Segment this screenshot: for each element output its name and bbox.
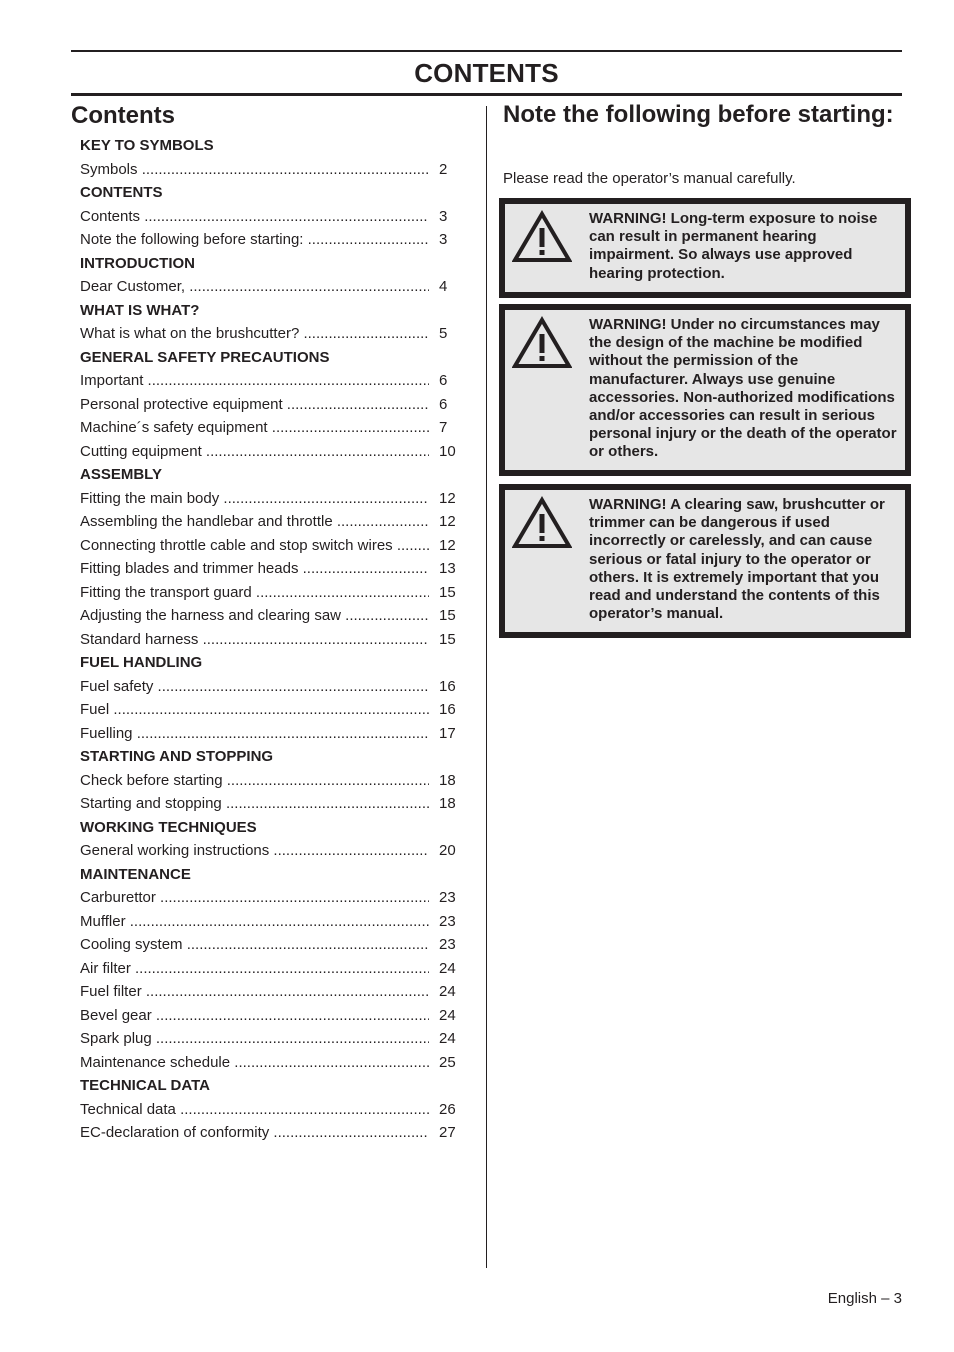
contents-column	[71, 100, 471, 1141]
warning-triangle-icon	[512, 316, 572, 370]
page-footer: English – 3	[827, 1290, 902, 1307]
toc-page-number: 12	[439, 513, 456, 530]
toc-page-number: 12	[439, 536, 456, 554]
toc-heading: ASSEMBLY	[80, 466, 162, 483]
warning-text: WARNING! Under no circumstances may the design of the machine be modified without the permission of the manufacturer. Always use genuine accessories. Non-authorized modifications and/or accessories can result in serious personal injury or the death of the operator or others.	[589, 316, 897, 461]
toc-entry	[80, 369, 459, 393]
toc-entry-title	[80, 722, 429, 746]
toc-entry-label: Machine´s safety equipment	[80, 419, 268, 436]
toc-entry	[80, 698, 459, 722]
toc-entry	[80, 933, 459, 957]
toc-entry-title	[80, 839, 429, 863]
toc-page-number: 23	[439, 912, 456, 930]
toc-heading: INTRODUCTION	[80, 254, 195, 272]
toc-entry-label: Adjusting the harness and clearing saw	[80, 607, 341, 624]
toc-entry-title	[80, 1121, 429, 1145]
toc-entry-title	[80, 957, 429, 981]
toc-entry-label: What is what on the brushcutter?	[80, 325, 300, 342]
toc-entry	[80, 393, 459, 417]
toc-page-number: 6	[439, 395, 448, 413]
toc-entry-label: Fuel filter	[80, 983, 142, 1000]
toc-page-number: 17	[439, 724, 456, 742]
toc-entry-label: Check before starting	[80, 771, 223, 789]
toc-page-number: 3	[439, 207, 448, 225]
toc-page-number: 15	[439, 630, 456, 648]
toc-page-number: 20	[439, 842, 456, 859]
toc-page-number: 10	[439, 442, 456, 460]
toc-entry-label: Assembling the handlebar and throttle	[80, 513, 333, 530]
warning-text: WARNING! A clearing saw, brushcutter or trimmer can be dangerous if used incorrectly or carelessly, and can cause serious or fatal injury to the operator or others. It is extremely important that you read and understand the contents of this operator’s manual.	[589, 496, 885, 623]
toc-page-number: 24	[439, 1006, 456, 1024]
toc-entry-title	[80, 581, 429, 605]
toc-entry-title	[80, 1027, 429, 1051]
toc-heading: WHAT IS WHAT?	[80, 301, 200, 319]
toc-entry-title	[80, 769, 429, 793]
toc-entry	[80, 581, 459, 605]
toc-entry-label: Cooling system	[80, 936, 183, 953]
toc-entry	[80, 792, 459, 816]
toc-entry	[80, 557, 459, 581]
toc-entry-title	[80, 792, 429, 816]
toc-entry-label: Fitting the transport guard	[80, 583, 252, 601]
header-rule	[71, 93, 902, 96]
toc-entry-title	[80, 886, 429, 910]
toc-entry-title	[80, 698, 429, 722]
toc-entry-label: Standard harness	[80, 630, 199, 648]
toc-entry	[80, 228, 459, 252]
toc-entry	[80, 440, 459, 464]
toc-page-number: 25	[439, 1053, 456, 1071]
warning-text: WARNING! Long-term exposure to noise can result in permanent hearing impairment. So always use approved hearing protection.	[589, 210, 878, 282]
toc-page-number: 15	[439, 607, 456, 624]
toc-page-number: 27	[439, 1124, 456, 1141]
toc-entry	[80, 205, 459, 229]
toc-page-number: 3	[439, 231, 448, 248]
toc-entry	[80, 322, 459, 346]
toc-entry-title	[80, 628, 429, 652]
warning-triangle-icon	[512, 210, 572, 264]
toc-page-number: 16	[439, 677, 456, 695]
toc-entry-title	[80, 1051, 429, 1075]
toc-entry-label: Cutting equipment	[80, 442, 202, 460]
toc-entry-title	[80, 510, 429, 534]
toc-page-number: 18	[439, 795, 456, 812]
top-rule	[71, 50, 902, 52]
warning-box-modification	[499, 304, 911, 476]
toc-entry	[80, 910, 459, 934]
toc-entry	[80, 534, 459, 558]
toc-heading: CONTENTS	[80, 184, 163, 201]
toc-page-number: 13	[439, 560, 456, 577]
toc-entry	[80, 628, 459, 652]
toc-entry	[80, 1051, 459, 1075]
toc-entry-title	[80, 557, 429, 581]
toc-heading: FUEL HANDLING	[80, 654, 203, 671]
toc-page-number: 6	[439, 372, 448, 389]
toc-entry-label: Contents	[80, 207, 141, 225]
toc-entry-label: Muffler	[80, 912, 126, 930]
toc-page-number: 7	[439, 419, 448, 436]
page-header: CONTENTS	[414, 58, 559, 88]
toc-entry	[80, 675, 459, 699]
toc-entry-label: Fitting blades and trimmer heads	[80, 560, 299, 577]
toc-entry-title	[80, 416, 429, 440]
toc-page-number: 23	[439, 936, 456, 953]
toc-page-number: 16	[439, 701, 456, 718]
toc-entry-label: Starting and stopping	[80, 795, 222, 812]
toc-heading: MAINTENANCE	[80, 865, 191, 883]
toc-entry-label: Connecting throttle cable and stop switch wires	[80, 536, 393, 554]
toc-page-number: 24	[439, 959, 456, 977]
contents-title: Contents	[71, 102, 175, 129]
warning-box-danger	[499, 484, 911, 638]
toc-entry-title	[80, 393, 429, 417]
toc-page-number: 5	[439, 325, 448, 342]
toc-entry-title	[80, 910, 429, 934]
toc-entry	[80, 416, 459, 440]
toc-page-number: 24	[439, 1030, 456, 1047]
toc-entry-label: Maintenance schedule	[80, 1053, 231, 1071]
toc-page-number: 2	[439, 160, 448, 178]
toc-page-number: 4	[439, 278, 448, 295]
toc-entry-label: Personal protective equipment	[80, 395, 283, 413]
toc-entry	[80, 957, 459, 981]
toc-heading: STARTING AND STOPPING	[80, 748, 274, 765]
toc-entry-label: Fuelling	[80, 724, 133, 742]
toc-entry-label: Fuel	[80, 701, 110, 718]
toc-page-number: 18	[439, 771, 456, 789]
toc-entry-label: Dear Customer,	[80, 278, 186, 295]
toc-entry-label: Bevel gear	[80, 1006, 152, 1024]
toc-page-number: 24	[439, 983, 456, 1000]
toc-entry-label: EC-declaration of conformity	[80, 1124, 270, 1141]
toc-entry-title	[80, 369, 429, 393]
toc-heading: GENERAL SAFETY PRECAUTIONS	[80, 348, 330, 366]
warning-triangle-icon	[512, 496, 572, 550]
toc-entry	[80, 275, 459, 299]
toc-entry	[80, 1098, 459, 1122]
toc-entry	[80, 487, 459, 511]
toc-entry-label: Air filter	[80, 959, 131, 977]
toc-entry-title	[80, 1098, 429, 1122]
toc-entry-label: Fitting the main body	[80, 489, 220, 507]
toc-entry	[80, 510, 459, 534]
toc-entry	[80, 1004, 459, 1028]
toc-heading: WORKING TECHNIQUES	[80, 818, 257, 836]
toc-entry-title	[80, 980, 429, 1004]
toc-entry-title	[80, 322, 429, 346]
toc-entry-title	[80, 158, 429, 182]
table-of-contents	[80, 134, 459, 1145]
notes-title: Note the following before starting:	[503, 101, 894, 128]
toc-entry-title	[80, 1004, 429, 1028]
toc-entry-label: Important	[80, 372, 144, 389]
toc-entry-title	[80, 275, 429, 299]
toc-heading: TECHNICAL DATA	[80, 1077, 210, 1094]
toc-entry-title	[80, 933, 429, 957]
toc-entry-label: Carburettor	[80, 889, 156, 906]
toc-entry	[80, 1121, 459, 1145]
toc-entry-title	[80, 675, 429, 699]
notes-column	[503, 100, 913, 187]
toc-entry	[80, 604, 459, 628]
toc-entry-title	[80, 534, 429, 558]
toc-entry	[80, 769, 459, 793]
toc-entry-label: Technical data	[80, 1100, 176, 1118]
toc-heading: KEY TO SYMBOLS	[80, 137, 214, 154]
toc-page-number: 26	[439, 1100, 456, 1118]
toc-entry-label: General working instructions	[80, 842, 270, 859]
toc-entry-title	[80, 440, 429, 464]
toc-entry	[80, 722, 459, 746]
toc-entry-label: Symbols	[80, 160, 138, 178]
toc-entry	[80, 886, 459, 910]
toc-entry	[80, 158, 459, 182]
toc-entry	[80, 980, 459, 1004]
toc-entry-title	[80, 205, 429, 229]
intro-text: Please read the operator’s manual carefully.	[503, 170, 796, 187]
toc-entry-title	[80, 604, 429, 628]
toc-entry	[80, 839, 459, 863]
toc-page-number: 12	[439, 489, 456, 507]
toc-entry-title	[80, 487, 429, 511]
toc-entry-label: Spark plug	[80, 1030, 152, 1047]
toc-entry-label: Fuel safety	[80, 677, 154, 695]
toc-entry-title	[80, 228, 429, 252]
toc-entry	[80, 1027, 459, 1051]
column-divider	[486, 106, 487, 1268]
toc-page-number: 15	[439, 583, 456, 601]
toc-page-number: 23	[439, 889, 456, 906]
warning-box-noise	[499, 198, 911, 298]
toc-entry-label: Note the following before starting:	[80, 231, 304, 248]
